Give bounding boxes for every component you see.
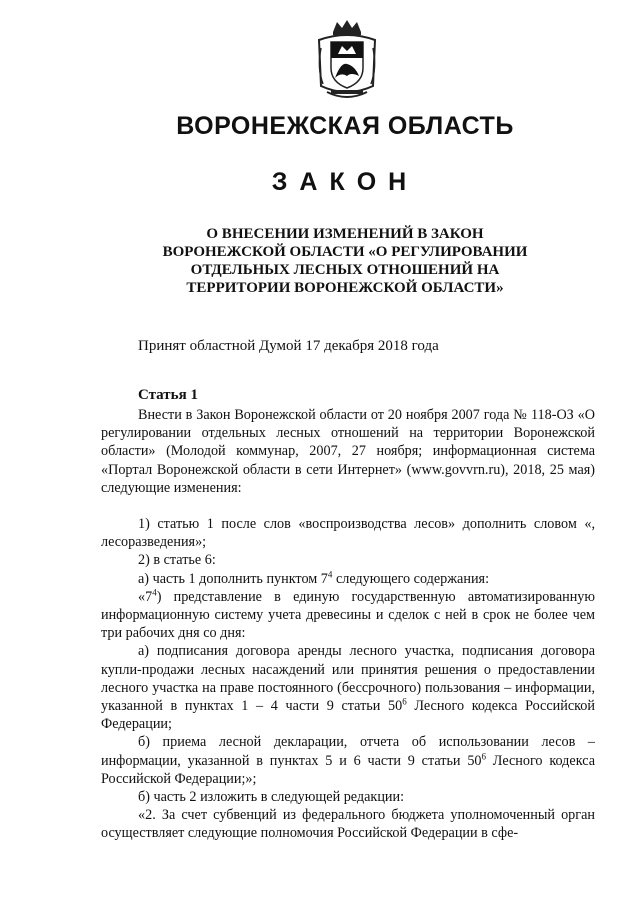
superscript: 4 bbox=[327, 568, 333, 579]
amendment-item-2b: б) часть 2 изложить в следующей редакции: bbox=[138, 789, 405, 806]
document-title: О ВНЕСЕНИИ ИЗМЕНЕНИЙ В ЗАКОН ВОРОНЕЖСКОЙ ОБЛАСТИ «О РЕГУЛИРОВАНИИ ОТДЕЛЬНЫХ ЛЕСНЫХ ОТНОШЕНИЙ НА ТЕРРИТОРИИ ВОРОНЕЖСКОЙ ОБЛАСТИ» bbox=[162, 226, 528, 296]
coat-of-arms-icon bbox=[311, 18, 383, 100]
subclause-a-text: а) подписания договора аренды лесного участка, подписания договора купли-продажи лесных насаждений или принятия решения о предоставлении лесного участка на праве постоянного (бессрочного) пользования – информации, указанной в пунктах 1 – 4 части 9 статьи 50 bbox=[101, 643, 595, 715]
amendment-item-2a bbox=[101, 570, 595, 588]
clause-7-4-text: ) представление в единую государственную автоматизированную информационную систему учета древесины и сделок с ней в срок не более чем три рабочих дня со дня: bbox=[101, 588, 595, 642]
region-name: ВОРОНЕЖСКАЯ ОБЛАСТЬ bbox=[176, 112, 514, 140]
superscript: 6 bbox=[481, 750, 487, 761]
subclause-a-end: Лесного кодекса Российской Федерации; bbox=[101, 698, 595, 733]
clause-7-4-open: «7 bbox=[138, 588, 153, 605]
amendment-item-2: 2) в статье 6: bbox=[138, 552, 216, 569]
article-heading: Статья 1 bbox=[138, 387, 198, 403]
superscript: 4 bbox=[152, 587, 157, 598]
item-2a-text-end: следующего содержания: bbox=[332, 570, 490, 587]
amendment-item-1: 1) статью 1 после слов «воспроизводства лесов» дополнить словом «, лесоразведения»; bbox=[101, 516, 595, 551]
superscript: 6 bbox=[402, 696, 407, 707]
subclause-b bbox=[101, 733, 595, 788]
clause-7-4 bbox=[101, 588, 595, 643]
adoption-line: Принят областной Думой 17 декабря 2018 года bbox=[138, 338, 439, 354]
item-2a-text: а) часть 1 дополнить пунктом 7 bbox=[138, 570, 328, 587]
article-intro: Внести в Закон Воронежской области от 20 ноября 2007 года № 118-ОЗ «О регулировании отдельных лесных отношений на территории Воронежской области» (Молодой коммунар, 2007, 27 ноября; информационная система «Портал Воронежской области в сети Интернет» (www.govvrn.ru), 2018, 25 мая) следующие изменения: bbox=[101, 407, 595, 496]
document-type: ЗАКОН bbox=[271, 168, 419, 196]
subclause-b-end: Лесного кодекса Российской Федерации;»; bbox=[101, 752, 595, 787]
subclause-a bbox=[101, 642, 595, 733]
subclause-b-text: б) приема лесной декларации, отчета об использовании лесов – информации, указанной в пунктах 5 и 6 части 9 статьи 50 bbox=[101, 734, 595, 769]
article-body bbox=[101, 406, 595, 843]
part-2-text: «2. За счет субвенций из федерального бюджета уполномоченный орган осуществляет следующие полномочия Российской Федерации в сфе- bbox=[101, 807, 595, 842]
